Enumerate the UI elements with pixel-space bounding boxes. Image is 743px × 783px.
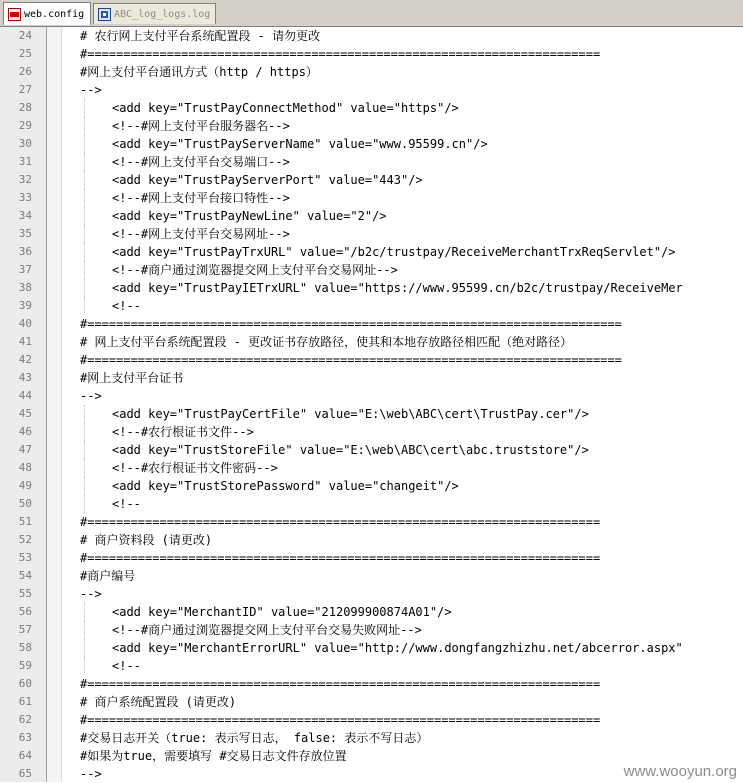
code-text: <add key="TrustPayTrxURL" value="/b2c/trustpay/ReceiveMerchantTrxReqServlet"/>: [112, 245, 676, 259]
code-text: <!--#网上支付平台服务器名-->: [112, 119, 290, 133]
file-log-icon: [98, 8, 111, 21]
line-number: 46: [18, 425, 32, 438]
line-number: 29: [18, 119, 32, 132]
code-text: -->: [80, 83, 102, 97]
code-text: <add key="MerchantErrorURL" value="http://www.dongfangzhizhu.net/abcerror.aspx": [112, 641, 683, 655]
code-text: <add key="TrustPayConnectMethod" value="https"/>: [112, 101, 459, 115]
code-line[interactable]: [0, 153, 743, 171]
code-line[interactable]: [0, 621, 743, 639]
code-line[interactable]: [0, 351, 743, 369]
code-text: #=======================================================================: [80, 551, 601, 565]
code-line[interactable]: [0, 729, 743, 747]
code-line[interactable]: [0, 99, 743, 117]
code-line[interactable]: [0, 549, 743, 567]
code-line[interactable]: [0, 117, 743, 135]
code-line[interactable]: [0, 639, 743, 657]
code-editor[interactable]: [0, 27, 743, 782]
indent-guide: [84, 117, 85, 135]
code-line[interactable]: [0, 243, 743, 261]
code-line[interactable]: [0, 657, 743, 675]
line-number: 64: [18, 749, 32, 762]
code-line[interactable]: [0, 279, 743, 297]
indent-guide: [84, 459, 85, 477]
code-line[interactable]: [0, 405, 743, 423]
line-number: 32: [18, 173, 32, 186]
line-number: 58: [18, 641, 32, 654]
line-number: 60: [18, 677, 32, 690]
code-text: # 商户资料段 (请更改): [80, 533, 213, 547]
indent-guide: [84, 639, 85, 657]
line-number: 53: [18, 551, 32, 564]
code-text: <!--: [112, 299, 141, 313]
code-line[interactable]: [0, 207, 743, 225]
code-text: #网上支付平台通讯方式（http / https）: [80, 65, 318, 79]
indent-guide: [84, 621, 85, 639]
line-number: 52: [18, 533, 32, 546]
code-text: <!--#商户通过浏览器提交网上支付平台交易失败网址-->: [112, 623, 422, 637]
code-text: <add key="TrustPayCertFile" value="E:\web\ABC\cert\TrustPay.cer"/>: [112, 407, 589, 421]
code-line[interactable]: [0, 459, 743, 477]
line-number: 43: [18, 371, 32, 384]
line-number: 36: [18, 245, 32, 258]
indent-guide: [84, 441, 85, 459]
indent-guide: [84, 297, 85, 315]
code-line[interactable]: [0, 675, 743, 693]
tab-label: ABC_log_logs.log: [114, 8, 211, 20]
line-number: 24: [18, 29, 32, 42]
code-text: -->: [80, 587, 102, 601]
code-line[interactable]: [0, 63, 743, 81]
line-number: 55: [18, 587, 32, 600]
code-line[interactable]: [0, 693, 743, 711]
indent-guide: [84, 99, 85, 117]
line-number: 26: [18, 65, 32, 78]
line-number: 37: [18, 263, 32, 276]
indent-guide: [84, 495, 85, 513]
code-line[interactable]: [0, 369, 743, 387]
indent-guide: [84, 261, 85, 279]
code-line[interactable]: [0, 495, 743, 513]
code-line[interactable]: [0, 135, 743, 153]
line-number: 44: [18, 389, 32, 402]
code-text: #=======================================================================: [80, 47, 601, 61]
code-text: #==========================================================================: [80, 317, 622, 331]
code-text: #==========================================================================: [80, 353, 622, 367]
code-line[interactable]: [0, 189, 743, 207]
code-text: <add key="TrustPayServerName" value="www.95599.cn"/>: [112, 137, 488, 151]
line-number: 65: [18, 767, 32, 780]
line-number: 35: [18, 227, 32, 240]
code-line[interactable]: [0, 423, 743, 441]
line-number: 45: [18, 407, 32, 420]
indent-guide: [84, 279, 85, 297]
code-line[interactable]: [0, 513, 743, 531]
code-line[interactable]: [0, 225, 743, 243]
indent-guide: [84, 153, 85, 171]
code-text: # 商户系统配置段 (请更改): [80, 695, 237, 709]
code-text: <!--#网上支付平台交易网址-->: [112, 227, 290, 241]
code-line[interactable]: [0, 315, 743, 333]
indent-guide: [84, 405, 85, 423]
line-number: 47: [18, 443, 32, 456]
code-text: <!--: [112, 659, 141, 673]
code-text: #=======================================================================: [80, 713, 601, 727]
code-text: <!--#农行根证书文件-->: [112, 425, 254, 439]
code-line[interactable]: [0, 45, 743, 63]
code-text: #=======================================================================: [80, 677, 601, 691]
code-text: #=======================================================================: [80, 515, 601, 529]
code-line[interactable]: [0, 27, 743, 45]
indent-guide: [84, 477, 85, 495]
tab-bar: [0, 0, 743, 27]
code-text: <!--#农行根证书文件密码-->: [112, 461, 278, 475]
line-number: 62: [18, 713, 32, 726]
indent-guide: [84, 207, 85, 225]
line-number: 56: [18, 605, 32, 618]
line-number: 54: [18, 569, 32, 582]
code-text: #交易日志开关（true: 表示写日志， false: 表示不写日志）: [80, 731, 429, 745]
code-line[interactable]: [0, 81, 743, 99]
code-line[interactable]: [0, 531, 743, 549]
line-number: 34: [18, 209, 32, 222]
indent-guide: [84, 135, 85, 153]
file-saved-icon: [8, 8, 21, 21]
line-number: 49: [18, 479, 32, 492]
code-text: <add key="TrustPayServerPort" value="443"/>: [112, 173, 423, 187]
code-text: #网上支付平台证书: [80, 371, 184, 385]
line-number: 33: [18, 191, 32, 204]
line-number: 59: [18, 659, 32, 672]
line-number: 50: [18, 497, 32, 510]
code-text: #如果为true，需要填写 #交易日志文件存放位置: [80, 749, 347, 763]
code-line[interactable]: [0, 171, 743, 189]
indent-guide: [84, 189, 85, 207]
code-text: <add key="TrustPayIETrxURL" value="https://www.95599.cn/b2c/trustpay/ReceiveMer: [112, 281, 683, 295]
code-line[interactable]: [0, 333, 743, 351]
indent-guide: [84, 225, 85, 243]
code-text: # 网上支付平台系统配置段 - 更改证书存放路径，使其和本地存放路径相匹配（绝对路径）: [80, 335, 573, 349]
code-line[interactable]: [0, 297, 743, 315]
code-line[interactable]: [0, 711, 743, 729]
indent-guide: [84, 657, 85, 675]
code-line[interactable]: [0, 603, 743, 621]
code-text: <add key="TrustPayNewLine" value="2"/>: [112, 209, 387, 223]
line-number: 63: [18, 731, 32, 744]
line-number: 40: [18, 317, 32, 330]
code-line[interactable]: [0, 441, 743, 459]
line-number: 27: [18, 83, 32, 96]
line-number: 48: [18, 461, 32, 474]
line-number: 30: [18, 137, 32, 150]
line-number: 25: [18, 47, 32, 60]
line-number: 28: [18, 101, 32, 114]
indent-guide: [84, 603, 85, 621]
indent-guide: [84, 243, 85, 261]
code-text: <add key="MerchantID" value="212099900874A01"/>: [112, 605, 452, 619]
line-number: 51: [18, 515, 32, 528]
line-number: 39: [18, 299, 32, 312]
code-line[interactable]: [0, 261, 743, 279]
line-number: 41: [18, 335, 32, 348]
line-number: 31: [18, 155, 32, 168]
indent-guide: [84, 423, 85, 441]
code-text: # 农行网上支付平台系统配置段 - 请勿更改: [80, 29, 321, 43]
line-number: 42: [18, 353, 32, 366]
code-text: <add key="TrustStoreFile" value="E:\web\ABC\cert\abc.truststore"/>: [112, 443, 589, 457]
code-line[interactable]: [0, 567, 743, 585]
code-text: -->: [80, 767, 102, 781]
code-line[interactable]: [0, 387, 743, 405]
line-number: 57: [18, 623, 32, 636]
code-line[interactable]: [0, 477, 743, 495]
code-text: <!--#网上支付平台交易端口-->: [112, 155, 290, 169]
tab-label: web.config: [24, 8, 85, 20]
code-text: -->: [80, 389, 102, 403]
code-line[interactable]: [0, 585, 743, 603]
code-text: <add key="TrustStorePassword" value="changeit"/>: [112, 479, 459, 493]
indent-guide: [84, 171, 85, 189]
line-number: 61: [18, 695, 32, 708]
code-text: #商户编号: [80, 569, 136, 583]
code-text: <!--#网上支付平台接口特性-->: [112, 191, 290, 205]
tab-abc-log[interactable]: [93, 3, 216, 24]
watermark: www.wooyun.org: [623, 763, 737, 780]
line-number: 38: [18, 281, 32, 294]
tab-web-config[interactable]: [3, 2, 91, 25]
code-text: <!--#商户通过浏览器提交网上支付平台交易网址-->: [112, 263, 398, 277]
code-text: <!--: [112, 497, 141, 511]
